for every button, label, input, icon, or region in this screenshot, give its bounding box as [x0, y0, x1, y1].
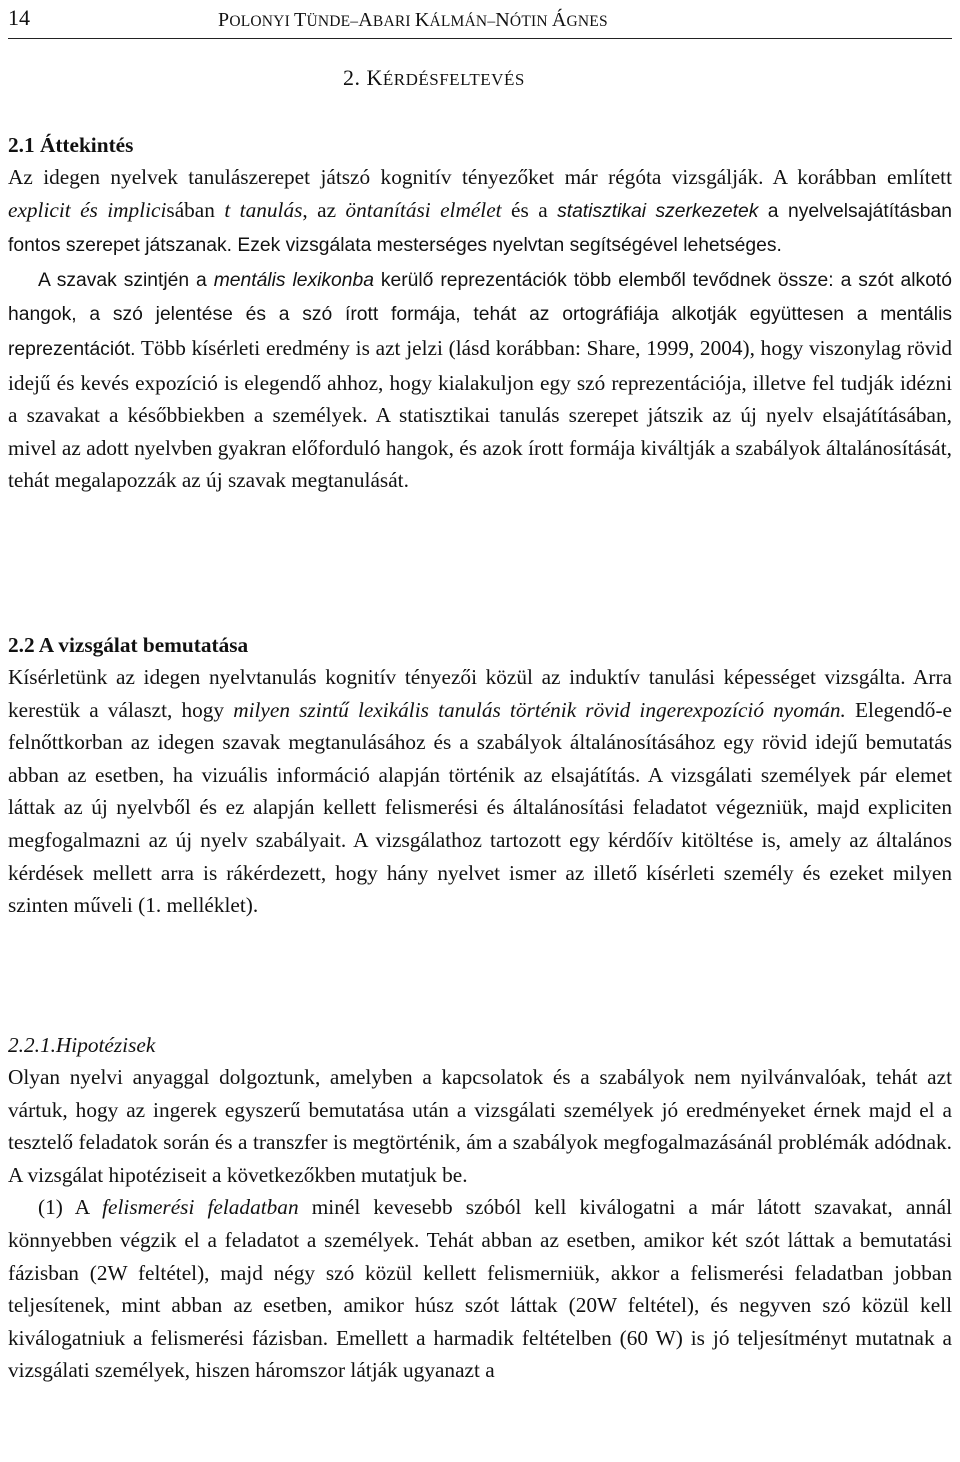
paragraph-overview-1: Az idegen nyelvek tanulászerepet játszó kognitív tényezőket már régóta vizsgálják. A korábban említett explicit és implicisában t tanulás, az öntanítási elmélet és a statisztikai szerkezetek a nyelvelsajátításban fontos szerepet játszanak. Ezek vizsgálata mesterséges nyelvtan segítségével lehetséges. — [8, 165, 952, 257]
section-2-1 — [8, 129, 952, 497]
running-title-authors: POLONYI TÜNDE–ABARI KÁLMÁN–NÓTIN ÁGNES — [218, 9, 608, 31]
section-heading-2-1: 2.1 Áttekintés — [8, 133, 134, 157]
paragraph-overview-2: A szavak szintjén a mentális lexikonba kerülő reprezentációk több elemből tevődnek össze: a szót alkotó hangok, a szó jelentése és a szó írott formája, tehát az ortográfiája alkotják együttesen a mentális reprezentációt. Több kísérleti eredmény is azt jelzi (lásd korábban: Share, 1999, 2004), hogy viszonylag rövid idejű és kevés expozíció is elegendő ahhoz, hogy kialakuljon egy szó reprezentációja, illetve fel tudják idézni a szavakat a későbbiekben a személyek. A statisztikai tanulás szerepet játszik az új nyelv elsajátításában, mivel az adott nyelvben gyakran előforduló hangok, és azok írott formája kiváltják a szabályok általánosítását, tehát megalapozzák az új szavak megtanulását. — [8, 269, 952, 493]
section-2-2-1 — [8, 1029, 952, 1387]
section-heading-2-2-1: 2.2.1.Hipotézisek — [8, 1033, 156, 1057]
section-2-2 — [8, 629, 952, 922]
page-number: 14 — [8, 5, 30, 30]
section-heading-2-2: 2.2 A vizsgálat bemutatása — [8, 633, 249, 657]
paragraph-study-description: Kísérletünk az idegen nyelvtanulás kognitív tényezői közül az induktív tanulási képességet vizsgálta. Arra kerestük a választ, hogy milyen szintű lexikális tanulás történik rövid ingerexpozíció nyomán. Elegendő-e felnőttkorban az idegen szavak megtanulásához és a szabályok általánosításához egy rövid idejű bemutatás abban az esetben, ha vizuális információ alapján történik az elsajátítás. A vizsgálati személyek pár elemet láttak az új nyelvből és ez alapján kellett felismerési és általánosítási feladatot végezniük, majd expliciten megfogalmazni az új nyelv szabályait. A vizsgálathoz tartozott egy kérdőív kitöltése is, amely az általános kérdések mellett arra is rákérdezett, hogy hány nyelvet ismer az illető kísérleti személy és ezeket milyen szinten műveli (1. melléklet). — [8, 665, 952, 918]
paragraph-hypothesis-1: (1) A felismerési feladatban minél kevesebb szóból kell kiválogatni a már látott szavakat, annál könnyebben végzik el a feladatot a személyek. Tehát abban az esetben, amikor két szót láttak a bemutatási fázisban (2W feltétel), majd négy szó közül kellett felismerniük, akkor a felismerési feladatban jobban teljesítenek, mint abban az esetben, amikor húsz szót láttak (20W feltétel), és negyven szó közül kell kiválogatniuk a felismerési fázisban. Emellett a harmadik feltételben (60 W) is jó teljesítményt mutatnak a vizsgálati személyek, hiszen háromszor látják ugyanazt a — [8, 1195, 952, 1383]
paragraph-hypotheses-intro: Olyan nyelvi anyaggal dolgoztunk, amelyben a kapcsolatok és a szabályok nem nyilvánvalóak, tehát azt vártuk, hogy az ingerek egyszerű bemutatása után a vizsgálati személyek jó eredményeket érnek majd el a tesztelő feladatok során és a transzfer is megtörténik, ám a szabályok megfogalmazásánál problémák adódnak. A vizsgálat hipotéziseit a következőkben mutatjuk be. — [8, 1065, 952, 1187]
chapter-title: 2. KÉRDÉSFELTEVÉS — [343, 65, 525, 90]
running-header — [8, 2, 952, 39]
